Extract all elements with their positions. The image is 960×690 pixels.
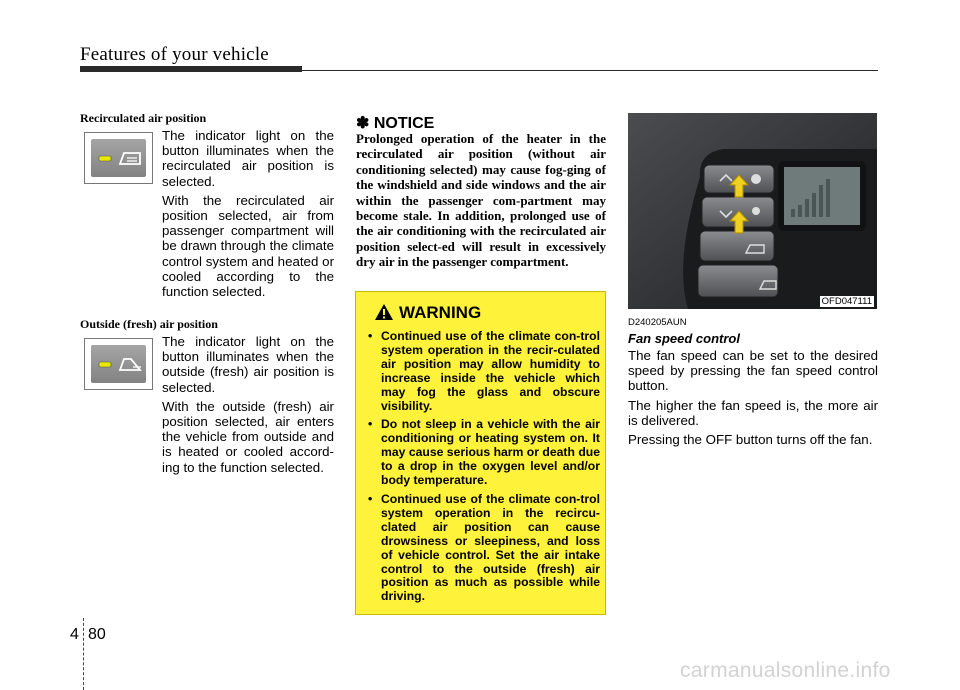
watermark: carmanualsonline.info — [680, 659, 891, 682]
recirculated-description — [162, 128, 334, 303]
warning-box — [355, 291, 606, 615]
section-title: Features of your vehicle — [80, 44, 269, 65]
recirculated-p1: The indicator light on the button illuminates when the recirculated air position is selected. — [162, 128, 334, 189]
recirculated-air-button-icon — [84, 132, 153, 184]
warning-item: • Continued use of the climate con-trol system operation in the recir-culated air position may allow humidity to increase inside the vehicle which may fog the glass and obscure visibility. — [366, 330, 600, 413]
notice-title: ✽ NOTICE — [356, 115, 435, 132]
fresh-air-description — [162, 334, 334, 479]
warning-item: • Do not sleep in a vehicle with the air conditioning or heating system on. It may cause serious harm or death due to a drop in the oxygen level and/or body temperature. — [366, 418, 600, 488]
header-rule-thick — [80, 66, 302, 72]
fresh-air-p1: The indicator light on the button illuminates when the outside (fresh) air position is selected. — [162, 334, 334, 395]
section-code: D240205AUN — [628, 317, 687, 328]
recirculated-heading: Recirculated air position — [80, 111, 207, 125]
warning-triangle-icon — [374, 303, 394, 321]
chapter-number: 4 — [70, 626, 79, 643]
page-number: 80 — [88, 626, 106, 643]
footer-divider — [83, 618, 84, 690]
fan-speed-p3: Pressing the OFF button turns off the fan. — [628, 432, 873, 448]
warning-item: • Continued use of the climate con-trol system operation in the recircu-clated air position can cause drowsiness or sleepiness, and loss of vehicle control. Set the air intake control to the outside (fresh) air position as much as possible while driving. — [366, 493, 600, 604]
fresh-air-heading: Outside (fresh) air position — [80, 317, 218, 331]
fresh-air-p2: With the outside (fresh) air position selected, air enters the vehicle from outside and is heated or cooled accord-ing to the function selected. — [162, 398, 334, 475]
warning-title: WARNING — [399, 303, 482, 322]
notice-body: Prolonged operation of the heater in the recirculated air position (without air conditioning selected) may cause fog-ging of the windshield and side windows and the air within the passenger com-partment may become stale. In addition, prolonged use of the air conditioning with the recirculated air position select-ed will result in excessively dry air in the passenger compartment. — [356, 131, 606, 270]
fan-speed-heading: Fan speed control — [628, 331, 740, 346]
fan-speed-p1: The fan speed can be set to the desired speed by pressing the fan speed control button. — [628, 348, 878, 394]
warning-list — [366, 330, 600, 609]
fan-speed-p2: The higher the fan speed is, the more air is delivered. — [628, 397, 878, 428]
fan-control-photo — [628, 113, 877, 309]
fresh-air-button-icon — [84, 338, 153, 390]
header-rule-thin — [300, 70, 878, 71]
fan-speed-description — [628, 348, 878, 451]
photo-label: OFD047111 — [821, 296, 872, 307]
recirculated-p2: With the recirculated air position selected, air from passenger compartment will be drawn through the climate control system and heated or cooled according to the function selected. — [162, 192, 334, 300]
